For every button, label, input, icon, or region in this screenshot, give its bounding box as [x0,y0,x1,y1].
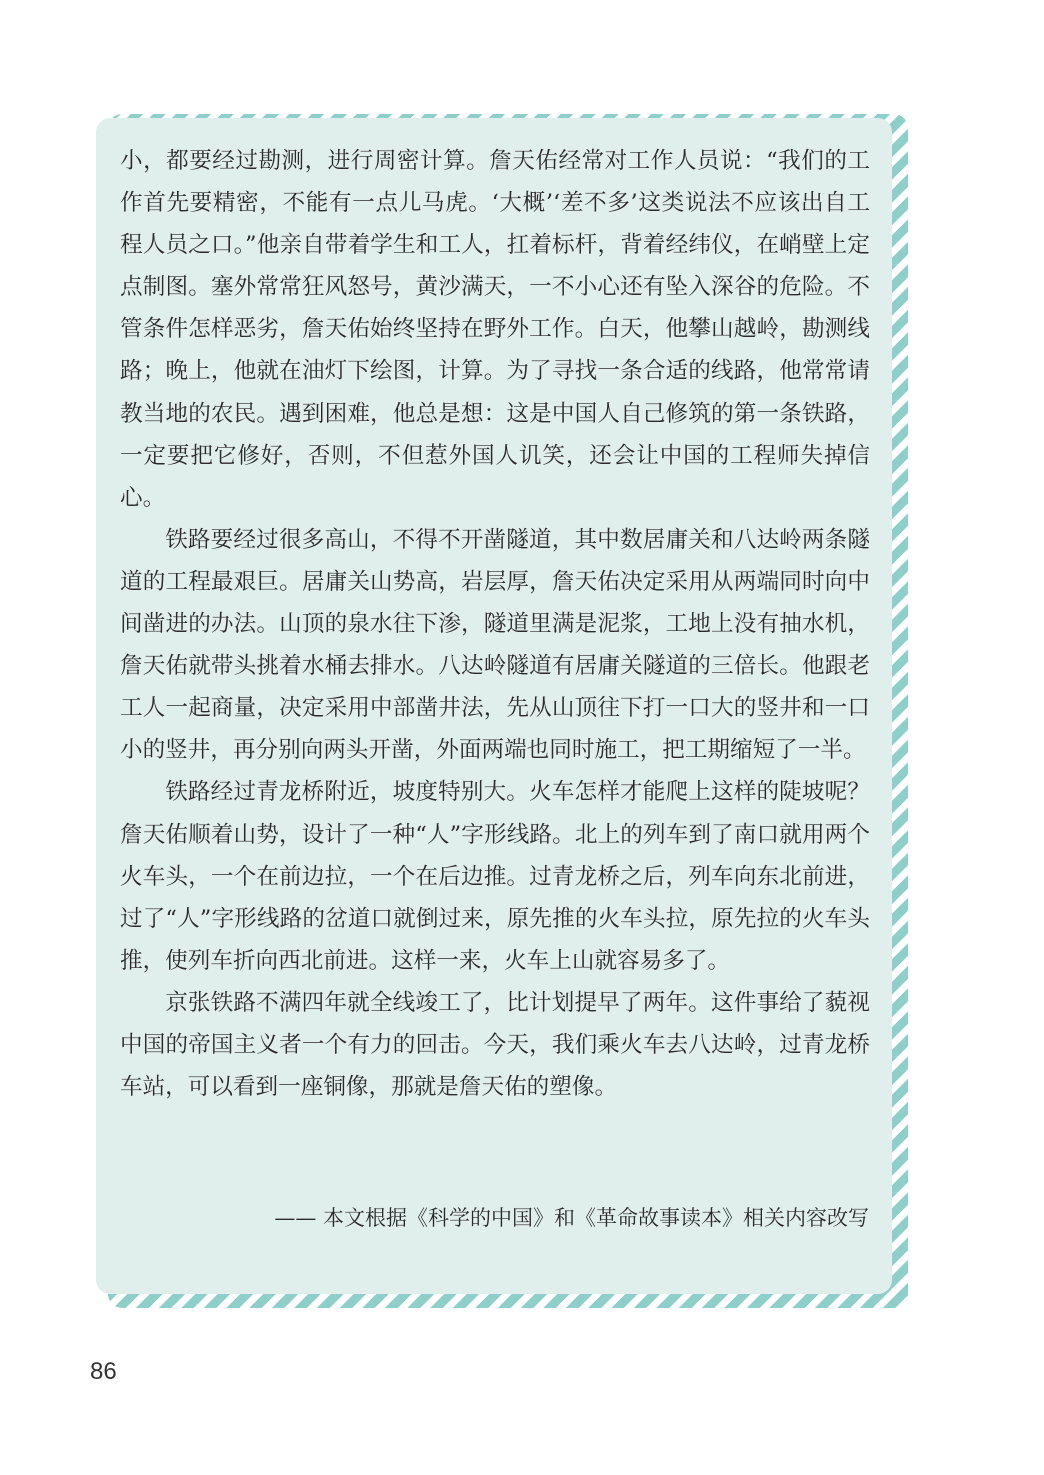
source-attribution: —— 本文根据《科学的中国》和《革命故事读本》相关内容改写 [274,1206,869,1230]
article-body [120,140,870,1108]
paragraph-3: 铁路经过青龙桥附近，坡度特别大。火车怎样才能爬上这样的陡坡呢？詹天佑顺着山势，设计了一种“人”字形线路。北上的列车到了南口就用两个火车头，一个在前边拉，一个在后边推。过青龙桥之后，列车向东北前进，过了“人”字形线路的岔道口就倒过来，原先推的火车头拉，原先拉的火车头推，使列车折向西北前进。这样一来，火车上山就容易多了。 [120,779,870,974]
paragraph-1: 小，都要经过勘测，进行周密计算。詹天佑经常对工作人员说：“我们的工作首先要精密，不能有一点儿马虎。‘大概’‘差不多’这类说法不应该出自工程人员之口。”他亲自带着学生和工人，扛着标杆，背着经纬仪，在峭壁上定点制图。塞外常常狂风怒号，黄沙满天，一不小心还有坠入深谷的危险。不管条件怎样恶劣，詹天佑始终坚持在野外工作。白天，他攀山越岭，勘测线路；晚上，他就在油灯下绘图，计算。为了寻找一条合适的线路，他常常请教当地的农民。遇到困难，他总是想：这是中国人自己修筑的第一条铁路，一定要把它修好，否则，不但惹外国人讥笑，还会让中国的工程师失掉信心。 [120,148,870,511]
paragraph-4: 京张铁路不满四年就全线竣工了，比计划提早了两年。这件事给了藐视中国的帝国主义者一个有力的回击。今天，我们乘火车去八达岭，过青龙桥车站，可以看到一座铜像，那就是詹天佑的塑像。 [120,989,870,1101]
page-number: 86 [90,1358,117,1385]
paragraph-2: 铁路要经过很多高山，不得不开凿隧道，其中数居庸关和八达岭两条隧道的工程最艰巨。居庸关山势高，岩层厚，詹天佑决定采用从两端同时向中间凿进的办法。山顶的泉水往下渗，隧道里满是泥浆，工地上没有抽水机，詹天佑就带头挑着水桶去排水。八达岭隧道有居庸关隧道的三倍长。他跟老工人一起商量，决定采用中部凿井法，先从山顶往下打一口大的竖井和一口小的竖井，再分别向两头开凿，外面两端也同时施工，把工期缩短了一半。 [120,526,870,764]
